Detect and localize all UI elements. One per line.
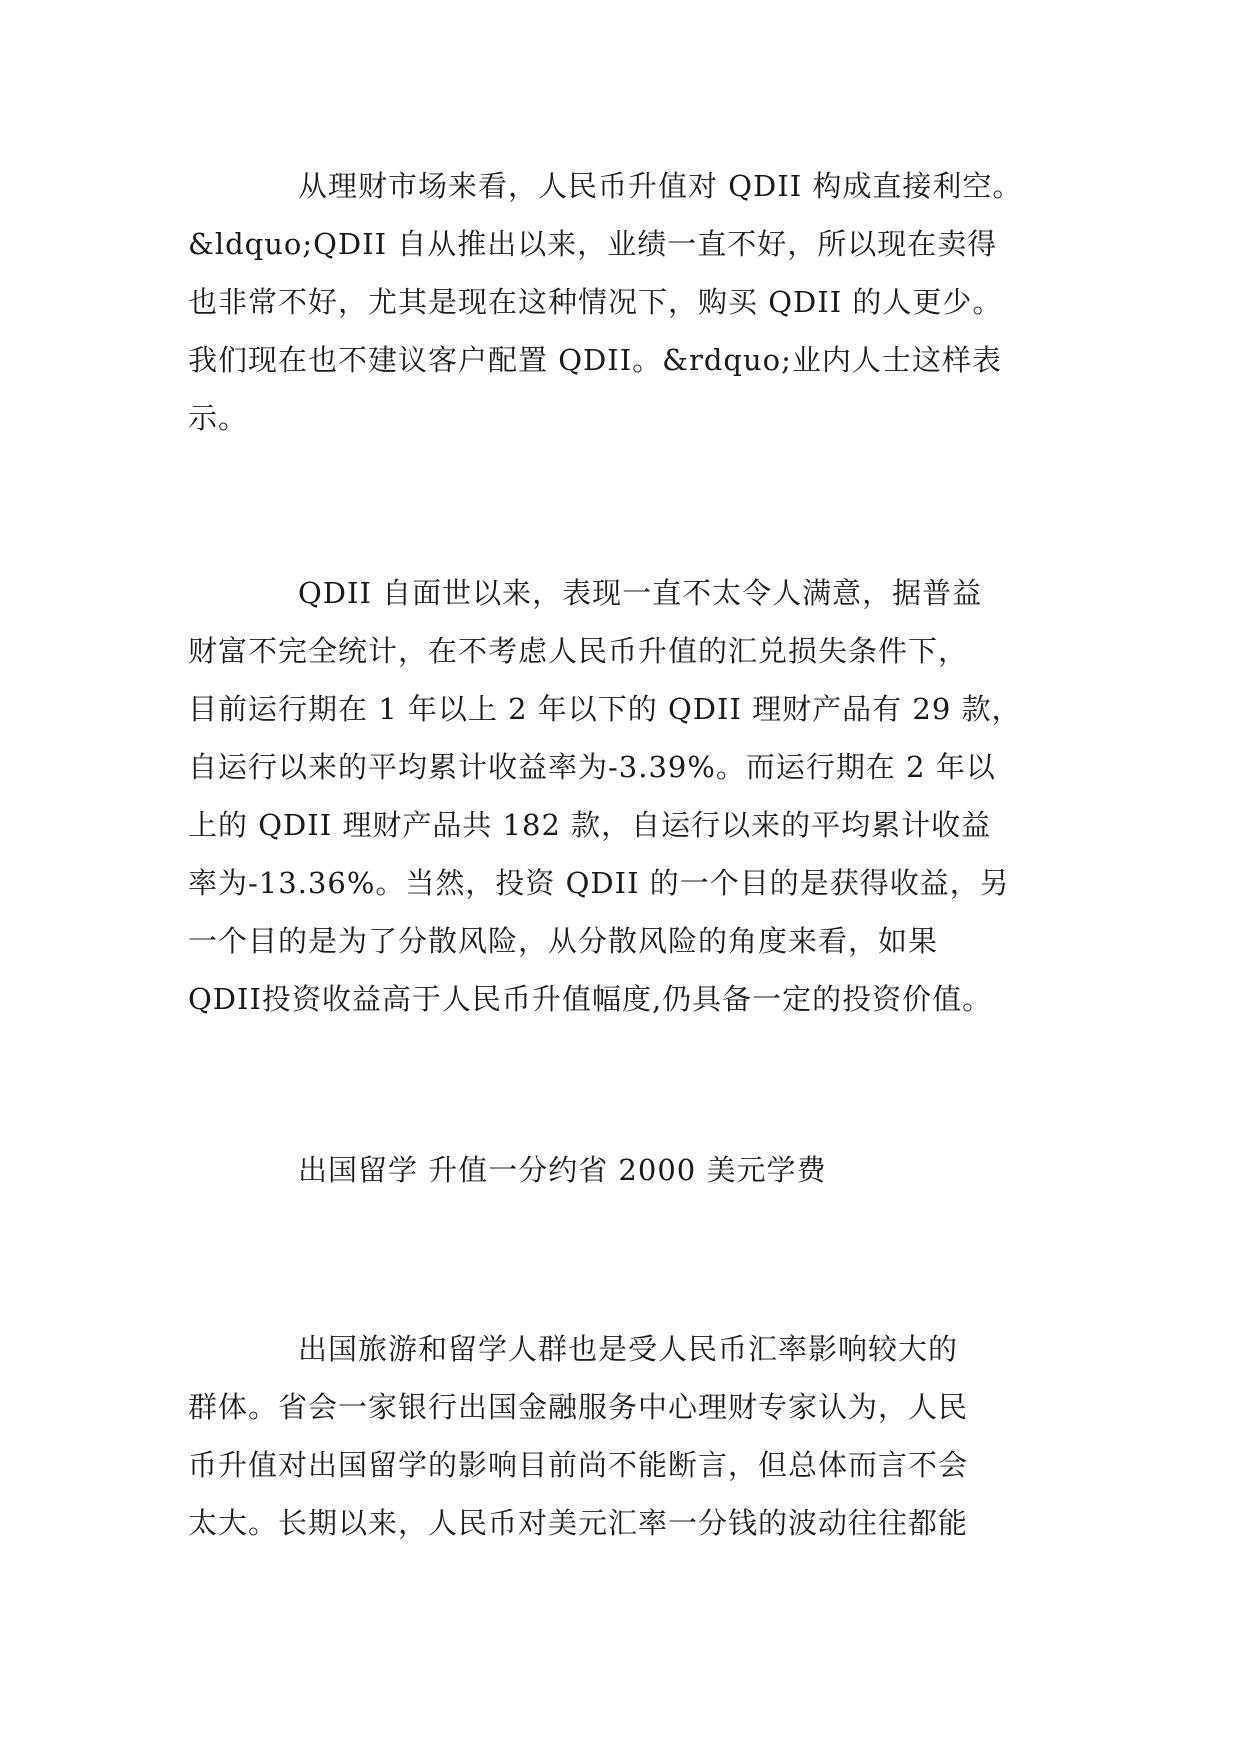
paragraph-line: 群体。省会一家银行出国金融服务中心理财专家认为，人民	[188, 1390, 969, 1424]
paragraph-line: 币升值对出国留学的影响目前尚不能断言，但总体而言不会	[188, 1448, 969, 1482]
paragraph-line: 自运行以来的平均累计收益率为-3.39%。而运行期在 2 年以	[188, 750, 996, 784]
paragraph-line: 出国旅游和留学人群也是受人民币汇率影响较大的	[298, 1332, 959, 1366]
paragraph-line: QDII投资收益高于人民币升值幅度,仍具备一定的投资价值。	[188, 982, 993, 1016]
paragraph-line: &ldquo;QDII 自从推出以来，业绩一直不好，所以现在卖得	[188, 227, 998, 261]
section-heading-text: 出国留学 升值一分约省 2000 美元学费	[298, 1153, 827, 1187]
section-heading	[188, 1141, 1068, 1199]
paragraph-study-abroad	[188, 1320, 1068, 1552]
paragraph-line: QDII 自面世以来，表现一直不太令人满意，据普益	[298, 576, 983, 610]
paragraph-qdii-performance	[188, 564, 1068, 1028]
paragraph-line: 也非常不好，尤其是现在这种情况下，购买 QDII 的人更少。	[188, 285, 1003, 319]
paragraph-qdii-negative-impact	[188, 157, 1068, 447]
paragraph-line: 目前运行期在 1 年以上 2 年以下的 QDII 理财产品有 29 款，	[188, 692, 1022, 726]
paragraph-line: 我们现在也不建议客户配置 QDII。&rdquo;业内人士这样表	[188, 343, 1002, 377]
paragraph-line: 从理财市场来看，人民币升值对 QDII 构成直接利空。	[298, 169, 1023, 203]
paragraph-line: 财富不完全统计，在不考虑人民币升值的汇兑损失条件下，	[188, 634, 969, 668]
paragraph-line: 上的 QDII 理财产品共 182 款，自运行以来的平均累计收益	[188, 808, 992, 842]
paragraph-line: 一个目的是为了分散风险，从分散风险的角度来看，如果	[188, 924, 939, 958]
paragraph-line: 率为-13.36%。当然，投资 QDII 的一个目的是获得收益，另	[188, 866, 1010, 900]
paragraph-line: 太大。长期以来，人民币对美元汇率一分钱的波动往往都能	[188, 1506, 969, 1540]
paragraph-line: 示。	[188, 401, 249, 435]
